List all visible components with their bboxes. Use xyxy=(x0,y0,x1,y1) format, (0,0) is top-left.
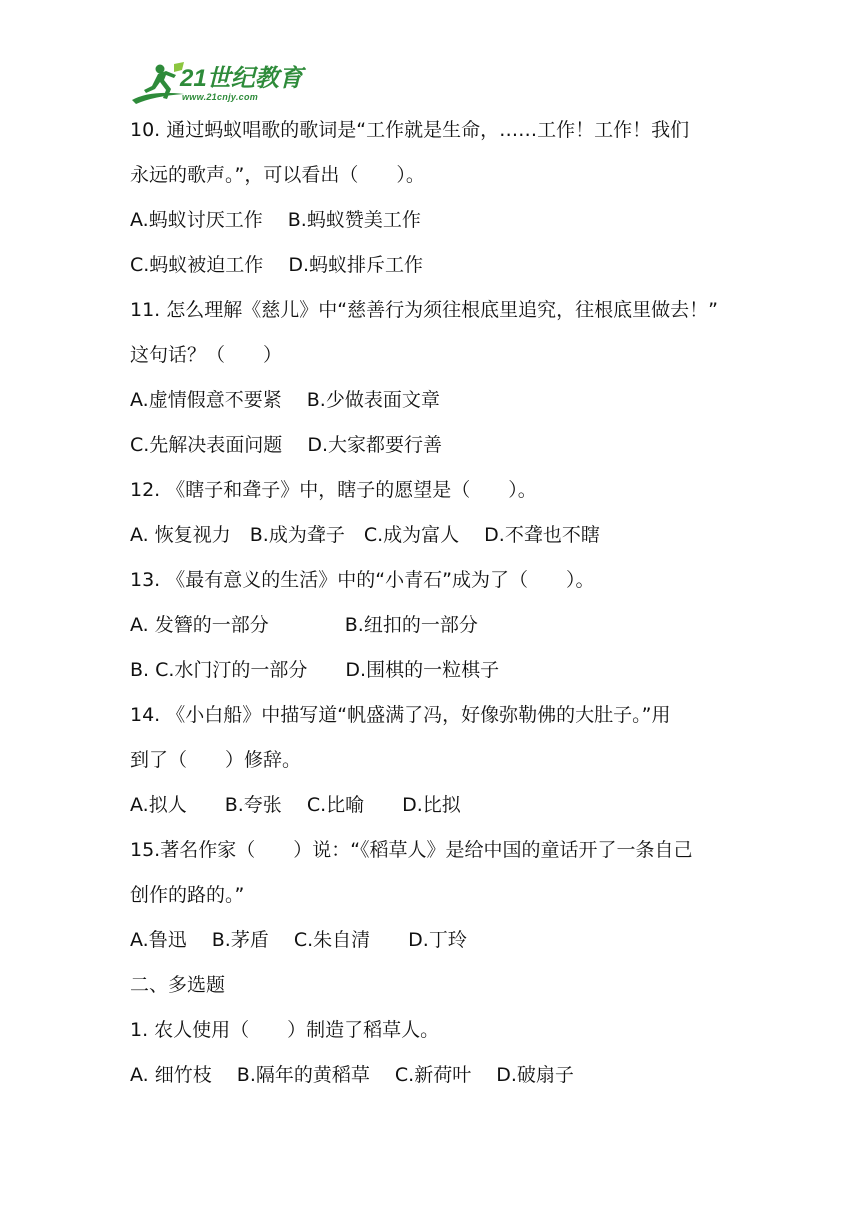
question-13-options-cd: B. C.水门汀的一部分 D.围棋的一粒棋子 xyxy=(130,659,500,681)
question-11-options-ab: A.虚情假意不要紧 B.少做表面文章 xyxy=(130,389,440,411)
question-12-text: 12. 《瞎子和聋子》中，瞎子的愿望是（ ）。 xyxy=(130,479,537,501)
logo-title: 21世纪教育 xyxy=(180,65,303,92)
site-logo xyxy=(130,60,303,106)
runner-logo-icon xyxy=(130,60,186,106)
question-13-text: 13. 《最有意义的生活》中的“小青石”成为了（ ）。 xyxy=(130,569,595,591)
section-heading: 二、多选题 xyxy=(130,974,226,996)
question-13-options-ab: A. 发簪的一部分 B.纽扣的一部分 xyxy=(130,614,478,636)
question-14-options: A.拟人 B.夸张 C.比喻 D.比拟 xyxy=(130,794,461,816)
question-11-options-cd: C.先解决表面问题 D.大家都要行善 xyxy=(130,434,443,456)
question-10-text-line-2: 永远的歌声。”，可以看出（ ）。 xyxy=(130,164,425,186)
question-10-options-ab: A.蚂蚁讨厌工作 B.蚂蚁赞美工作 xyxy=(130,209,421,231)
question-11-text-line-1: 11. 怎么理解《慈儿》中“慈善行为须往根底里追究，往根底里做去！” xyxy=(130,299,718,321)
question-10-text-line-1: 10. 通过蚂蚁唱歌的歌词是“工作就是生命，……工作！工作！我们 xyxy=(130,119,690,141)
question-10-options-cd: C.蚂蚁被迫工作 D.蚂蚁排斥工作 xyxy=(130,254,424,276)
question-15-options: A.鲁迅 B.茅盾 C.朱自清 D.丁玲 xyxy=(130,929,467,951)
multi-question-1-text: 1. 农人使用（ ）制造了稻草人。 xyxy=(130,1019,440,1041)
question-12-options: A. 恢复视力 B.成为聋子 C.成为富人 D.不聋也不瞎 xyxy=(130,524,600,546)
question-11-text-line-2: 这句话？（ ） xyxy=(130,344,283,366)
logo-url: www.21cnjy.com xyxy=(182,92,259,102)
question-15-text-line-2: 创作的路的。” xyxy=(130,884,245,906)
question-list xyxy=(130,108,740,1098)
question-15-text-line-1: 15.著名作家（ ）说：“《稻草人》是给中国的童话开了一条自己 xyxy=(130,839,693,861)
multi-question-1-options: A. 细竹枝 B.隔年的黄稻草 C.新荷叶 D.破扇子 xyxy=(130,1064,574,1086)
question-14-text-line-1: 14. 《小白船》中描写道“帆盛满了冯，好像弥勒佛的大肚子。”用 xyxy=(130,704,671,726)
question-14-text-line-2: 到了（ ）修辞。 xyxy=(130,749,302,771)
